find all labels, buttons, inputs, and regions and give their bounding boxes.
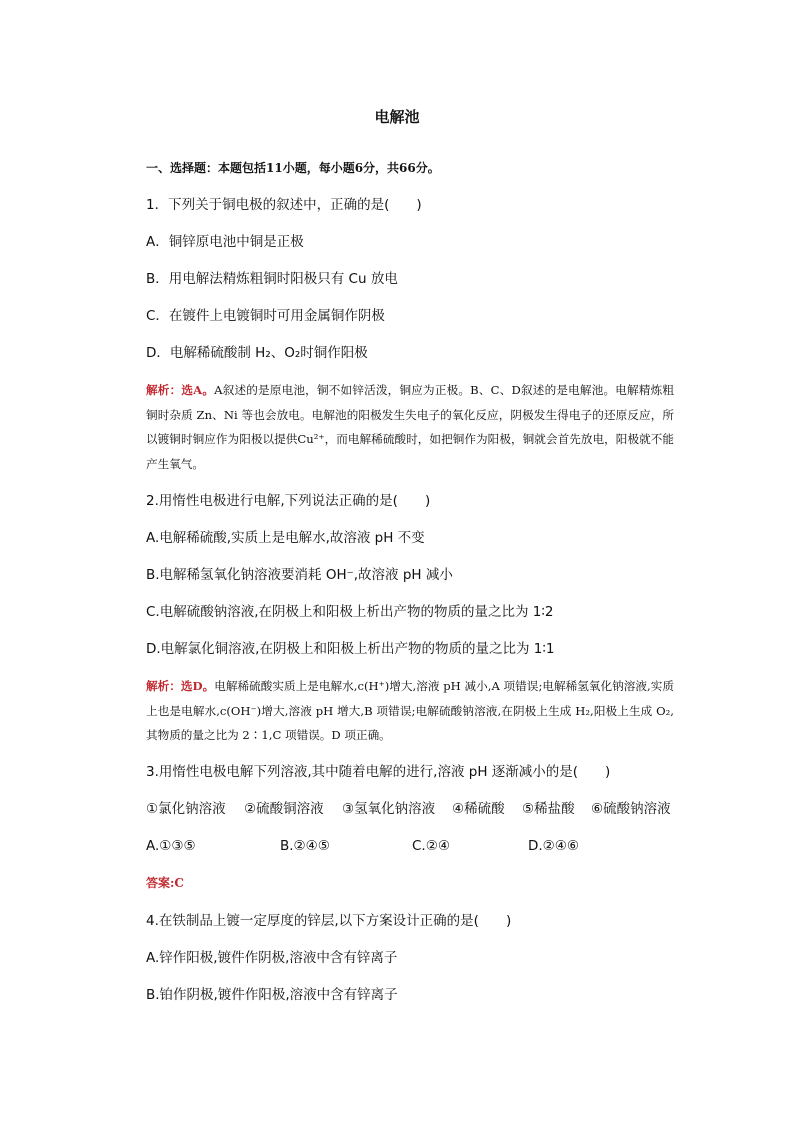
q2-option-c: C.电解硫酸钠溶液,在阴极上和阳极上析出产物的物质的量之比为 1∶2 [146,604,554,620]
q1-analysis-text: A叙述的是原电池，铜不如锌活泼，铜应为正极。B、C、D叙述的是电解池。电解精炼粗铜时杂质 Zn、Ni 等也会放电。电解池的阳极发生失电子的氧化反应，阴极发生得电子的还原反应，所以镀铜时铜应作为阳极以提供Cu²⁺，而电解稀硫酸时，如把铜作为阳极，铜就会首先放电，阳极就不能产生氧气。 [146,383,675,471]
section-header: 一、选择题：本题包括11小题，每小题6分，共66分。 [146,161,440,175]
q3-item-5: ⑤稀盐酸 [522,801,575,817]
page-title: 电解池 [374,108,420,126]
q3-item-1: ①氯化钠溶液 [146,801,226,817]
q3-item-3: ③氢氧化钠溶液 [342,801,436,817]
q2-analysis [146,674,674,748]
q3-choice-b: B.②④⑤ [280,838,330,854]
q1-stem: 1．下列关于铜电极的叙述中，正确的是( ) [146,197,422,213]
q1-option-a: A．铜锌原电池中铜是正极 [146,234,304,250]
q3-item-6: ⑥硫酸钠溶液 [591,801,671,817]
q3-stem: 3.用惰性电极电解下列溶液,其中随着电解的进行,溶液 pH 逐渐减小的是( ) [146,764,611,780]
q1-option-d: D．电解稀硫酸制 H₂、O₂时铜作阳极 [146,345,368,361]
q1-option-c: C．在镀件上电镀铜时可用金属铜作阴极 [146,308,385,324]
q4-option-a: A.锌作阳极,镀件作阴极,溶液中含有锌离子 [146,950,398,966]
q4-option-b: B.铂作阴极,镀件作阳极,溶液中含有锌离子 [146,987,398,1003]
q2-analysis-text: 电解稀硫酸实质上是电解水,c(H⁺)增大,溶液 pH 减小,A 项错误;电解稀氢氧化钠溶液,实质上也是电解水,c(OH⁻)增大,溶液 pH 增大,B 项错误;电解硫酸钠溶液,在阴极上生成 H₂,阳极上生成 O₂,其物质的量之比为 2∶1,C 项错误。D 项正确。 [146,679,674,742]
q2-stem: 2.用惰性电极进行电解,下列说法正确的是( ) [146,493,431,509]
q2-analysis-label: 解析：选D。 [146,679,215,693]
q1-analysis-label: 解析：选A。 [146,383,215,397]
q1-option-b: B．用电解法精炼粗铜时阳极只有 Cu 放电 [146,271,398,287]
q1-analysis [146,378,674,476]
q4-stem: 4.在铁制品上镀一定厚度的锌层,以下方案设计正确的是( ) [146,913,512,929]
q2-option-a: A.电解稀硫酸,实质上是电解水,故溶液 pH 不变 [146,530,425,546]
q3-choice-a: A.①③⑤ [146,838,196,854]
q3-choice-d: D.②④⑥ [528,838,579,854]
q2-option-d: D.电解氯化铜溶液,在阴极上和阳极上析出产物的物质的量之比为 1∶1 [146,641,555,657]
q3-item-2: ②硫酸铜溶液 [244,801,324,817]
q3-answer: 答案:C [146,876,184,890]
q2-option-b: B.电解稀氢氧化钠溶液要消耗 OH⁻,故溶液 pH 减小 [146,567,453,583]
q3-item-4: ④稀硫酸 [452,801,505,817]
q3-choice-c: C.②④ [412,838,450,854]
